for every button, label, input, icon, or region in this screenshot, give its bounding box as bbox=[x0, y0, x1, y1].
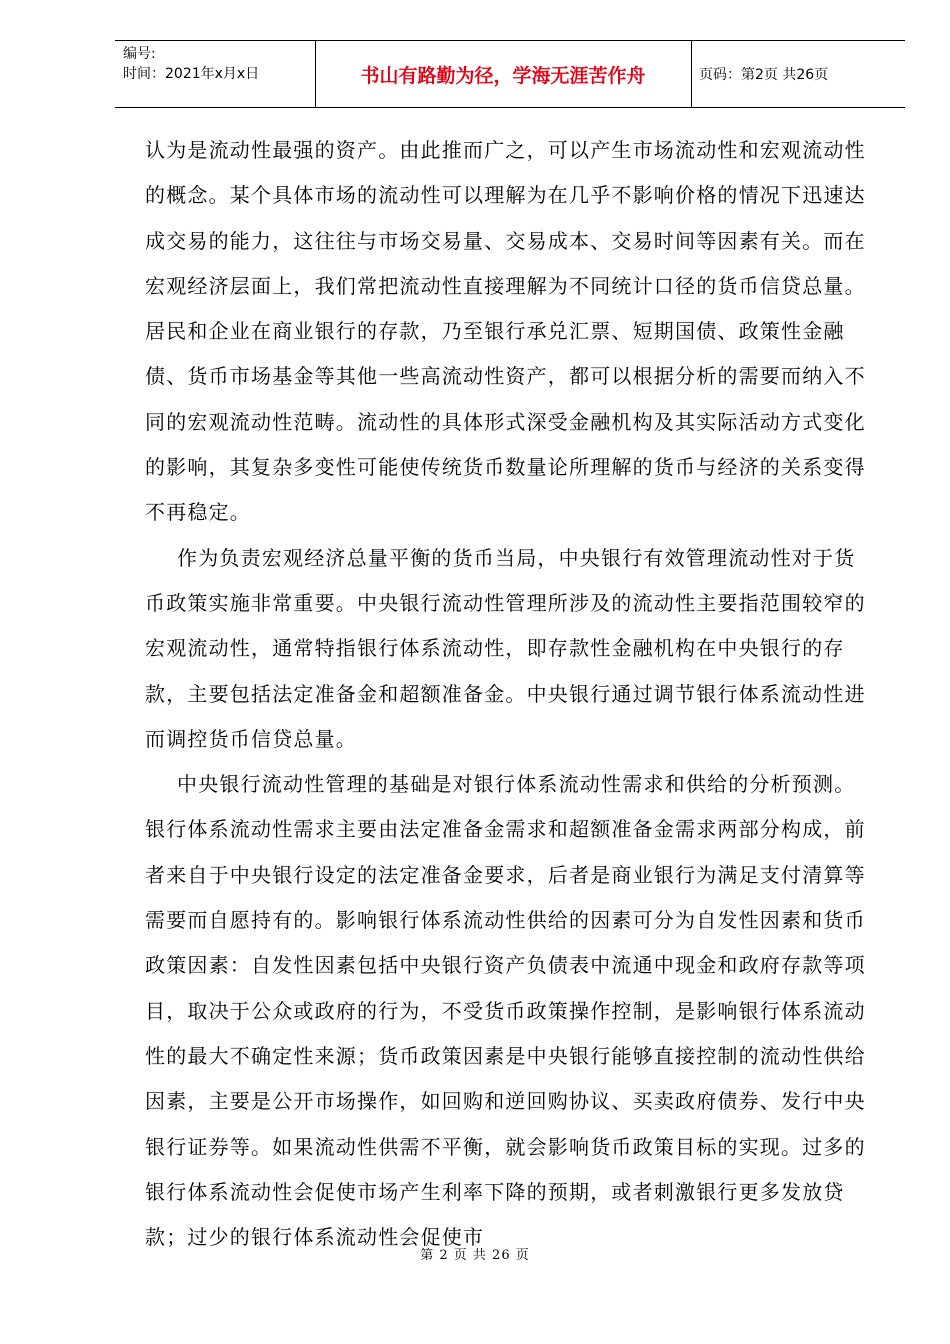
document-number-label: 编号: bbox=[123, 46, 156, 62]
document-time-label: 时间：2021年x月x日 bbox=[123, 66, 260, 82]
header-motto: 书山有路勤为径，学海无涯苦作舟 bbox=[360, 64, 646, 87]
body-paragraph-2: 作为负责宏观经济总量平衡的货币当局，中央银行有效管理流动性对于货币政策实施非常重要。中央银行流动性管理所涉及的流动性主要指范围较窄的宏观流动性，通常特指银行体系流动性，即存款性金融机构在中央银行的存款，主要包括法定准备金和超额准备金。中央银行通过调节银行体系流动性进而调控货币信贷总量。 bbox=[145, 545, 866, 751]
page-header bbox=[115, 40, 905, 108]
header-page-info: 页码：第2页 共26页 bbox=[699, 67, 829, 83]
document-body bbox=[145, 128, 867, 1260]
header-meta bbox=[123, 44, 259, 84]
body-paragraph-3: 中央银行流动性管理的基础是对银行体系流动性需求和供给的分析预测。银行体系流动性需求主要由法定准备金需求和超额准备金需求两部分构成，前者来自于中央银行设定的法定准备金要求，后者是商业银行为满足支付清算等需要而自愿持有的。影响银行体系流动性供给的因素可分为自发性因素和货币政策因素：自发性因素包括中央银行资产负债表中流通中现金和政府存款等项目，取决于公众或政府的行为，不受货币政策操作控制，是影响银行体系流动性的最大不确定性来源；货币政策因素是中央银行能够直接控制的流动性供给因素，主要是公开市场操作，如回购和逆回购协议、买卖政府债券、发行中央银行证券等。如果流动性供需不平衡，就会影响货币政策目标的实现。过多的银行体系流动性会促使市场产生利率下降的预期，或者刺激银行更多发放贷款；过少的银行体系流动性会促使市 bbox=[145, 772, 866, 1250]
header-divider-right bbox=[691, 41, 692, 107]
page-footer: 第 2 页 共 26 页 bbox=[420, 1248, 530, 1263]
body-paragraph-1: 认为是流动性最强的资产。由此推而广之，可以产生市场流动性和宏观流动性的概念。某个具体市场的流动性可以理解为在几乎不影响价格的情况下迅速达成交易的能力，这往往与市场交易量、交易成本、交易时间等因素有关。而在宏观经济层面上，我们常把流动性直接理解为不同统计口径的货币信贷总量。居民和企业在商业银行的存款，乃至银行承兑汇票、短期国债、政策性金融债、货币市场基金等其他一些高流动性资产，都可以根据分析的需要而纳入不同的宏观流动性范畴。流动性的具体形式深受金融机构及其实际活动方式变化的影响，其复杂多变性可能使传统货币数量论所理解的货币与经济的关系变得不再稳定。 bbox=[145, 138, 866, 525]
